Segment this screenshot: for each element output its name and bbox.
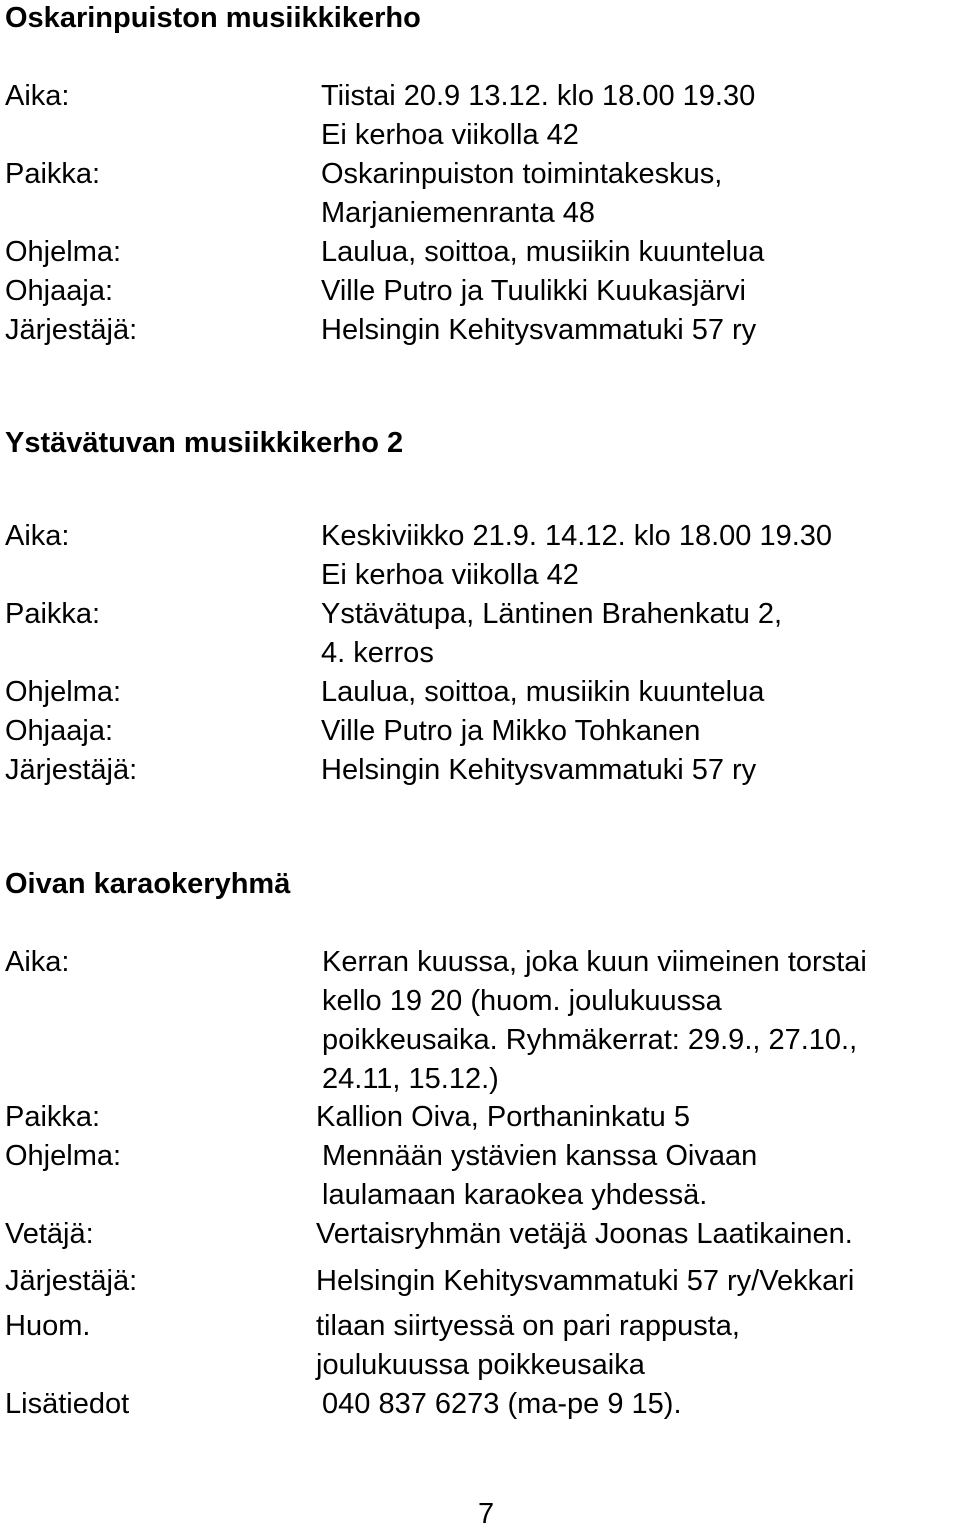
value-line: 4. kerros xyxy=(321,637,434,669)
value-line: Ville Putro ja Tuulikki Kuukasjärvi xyxy=(321,275,746,307)
label-aika: Aika: xyxy=(5,946,70,978)
label-jarjestaja: Järjestäjä: xyxy=(5,754,138,786)
value-line: Laulua, soittoa, musiikin kuuntelua xyxy=(321,236,765,268)
value-line: Oskarinpuiston toimintakeskus, xyxy=(321,158,723,190)
label-aika: Aika: xyxy=(5,80,70,112)
value-line: Ystävätupa, Läntinen Brahenkatu 2, xyxy=(321,598,783,630)
label-paikka: Paikka: xyxy=(5,158,101,190)
label-lisatiedot: Lisätiedot xyxy=(5,1388,130,1420)
value-line: joulukuussa poikkeusaika xyxy=(316,1349,645,1381)
label-ohjelma: Ohjelma: xyxy=(5,676,122,708)
value-line: poikkeusaika. Ryhmäkerrat: 29.9., 27.10., xyxy=(322,1024,858,1056)
page-number: 7 xyxy=(478,1498,495,1530)
value-line: laulamaan karaokea yhdessä. xyxy=(322,1179,708,1211)
label-jarjestaja: Järjestäjä: xyxy=(5,314,138,346)
value-line: Vertaisryhmän vetäjä Joonas Laatikainen. xyxy=(316,1218,853,1250)
section-title: Ystävätuvan musiikkikerho 2 xyxy=(5,427,404,459)
value-line: Kallion Oiva, Porthaninkatu 5 xyxy=(316,1101,690,1133)
section-title: Oskarinpuiston musiikkikerho xyxy=(5,2,421,34)
value-line: Helsingin Kehitysvammatuki 57 ry xyxy=(321,314,757,346)
label-vetaja: Vetäjä: xyxy=(5,1218,94,1250)
value-line: Ei kerhoa viikolla 42 xyxy=(321,559,579,591)
label-aika: Aika: xyxy=(5,520,70,552)
label-paikka: Paikka: xyxy=(5,598,101,630)
value-line: 24.11, 15.12.) xyxy=(322,1063,499,1095)
value-line: kello 19 20 (huom. joulukuussa xyxy=(322,985,722,1017)
value-line: Laulua, soittoa, musiikin kuuntelua xyxy=(321,676,765,708)
label-ohjelma: Ohjelma: xyxy=(5,1140,122,1172)
label-ohjelma: Ohjelma: xyxy=(5,236,122,268)
value-line: Helsingin Kehitysvammatuki 57 ry/Vekkari xyxy=(316,1265,855,1297)
label-ohjaaja: Ohjaaja: xyxy=(5,275,114,307)
value-line: Mennään ystävien kanssa Oivaan xyxy=(322,1140,758,1172)
value-line: tilaan siirtyessä on pari rappusta, xyxy=(316,1310,740,1342)
label-paikka: Paikka: xyxy=(5,1101,101,1133)
value-line: Kerran kuussa, joka kuun viimeinen torstai xyxy=(322,946,867,978)
value-line: Keskiviikko 21.9. 14.12. klo 18.00 19.30 xyxy=(321,520,833,552)
value-line: Tiistai 20.9 13.12. klo 18.00 19.30 xyxy=(321,80,756,112)
value-line: Helsingin Kehitysvammatuki 57 ry xyxy=(321,754,757,786)
value-line: Marjaniemenranta 48 xyxy=(321,197,596,229)
value-line: 040 837 6273 (ma-pe 9 15). xyxy=(322,1388,682,1420)
label-ohjaaja: Ohjaaja: xyxy=(5,715,114,747)
value-line: Ei kerhoa viikolla 42 xyxy=(321,119,579,151)
section-title: Oivan karaokeryhmä xyxy=(5,868,291,900)
label-jarjestaja: Järjestäjä: xyxy=(5,1265,138,1297)
value-line: Ville Putro ja Mikko Tohkanen xyxy=(321,715,701,747)
label-huom: Huom. xyxy=(5,1310,91,1342)
